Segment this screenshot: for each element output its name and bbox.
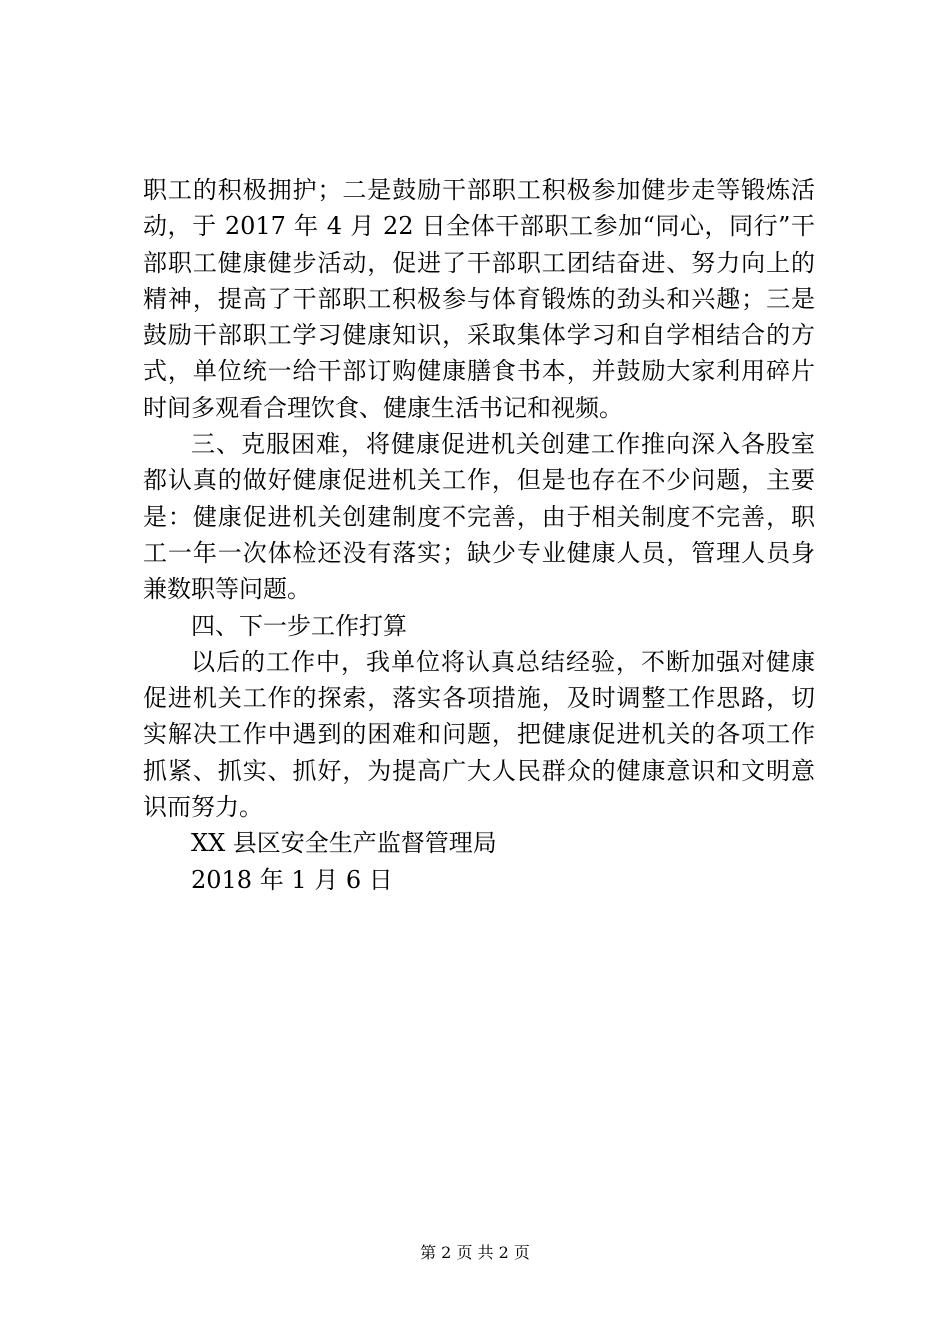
signature-date: 2018 年 1 月 6 日 — [191, 865, 393, 894]
signature-organization: XX 县区安全生产监督管理局 — [191, 829, 497, 858]
text-line: 抓紧、抓实、抓好，为提高广大人民群众的健康意识和文明意 — [143, 756, 815, 785]
text-line: 以后的工作中，我单位将认真总结经验，不断加强对健康 — [191, 647, 815, 676]
text-line: 动，于 2017 年 4 月 22 日全体干部职工参加“同心，同行”干 — [143, 212, 815, 241]
text-line: 鼓励干部职工学习健康知识，采取集体学习和自学相结合的方 — [143, 321, 815, 350]
text-line: 式，单位统一给干部订购健康膳食书本，并鼓励大家利用碎片 — [143, 357, 815, 386]
text-line: 识而努力。 — [143, 793, 263, 822]
page-footer: 第 2 页 共 2 页 — [420, 1243, 530, 1262]
text-line: 都认真的做好健康促进机关工作，但是也存在不少问题，主要 — [143, 466, 815, 495]
text-line: 是：健康促进机关创建制度不完善，由于相关制度不完善，职 — [143, 502, 815, 531]
text-line: 精神，提高了干部职工积极参与体育锻炼的劲头和兴趣；三是 — [143, 284, 815, 313]
text-line: 实解决工作中遇到的困难和问题，把健康促进机关的各项工作 — [143, 720, 815, 749]
text-line: 工一年一次体检还没有落实；缺少专业健康人员，管理人员身 — [143, 538, 815, 567]
document-body — [143, 172, 815, 898]
text-line: 兼数职等问题。 — [143, 575, 311, 604]
text-line: 部职工健康健步活动，促进了干部职工团结奋进、努力向上的 — [143, 248, 815, 277]
text-line: 时间多观看合理饮食、健康生活书记和视频。 — [143, 393, 623, 422]
section-heading-3: 三、克服困难，将健康促进机关创建工作推向深入各股室 — [191, 430, 815, 459]
section-heading-4: 四、下一步工作打算 — [191, 611, 407, 640]
text-line: 促进机关工作的探索，落实各项措施，及时调整工作思路，切 — [143, 684, 815, 713]
text-line: 职工的积极拥护；二是鼓励干部职工积极参加健步走等锻炼活 — [143, 176, 815, 204]
